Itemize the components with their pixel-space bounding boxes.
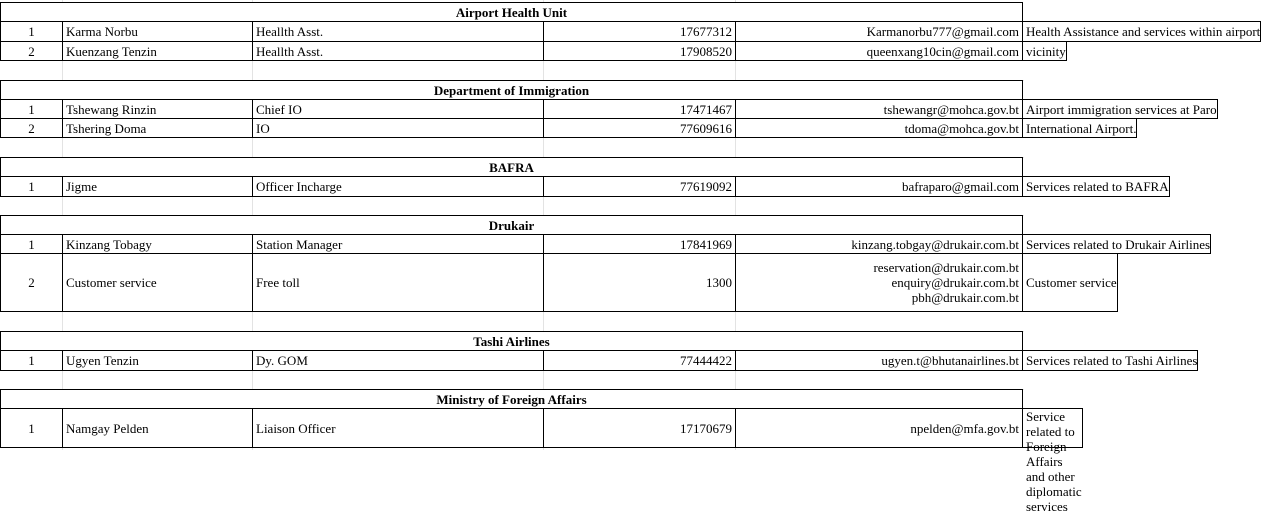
service-cell[interactable]: International Airport. xyxy=(1022,118,1137,138)
designation-cell[interactable]: Officer Incharge xyxy=(252,176,544,197)
email-list-cell[interactable] xyxy=(735,253,1023,312)
section-title[interactable]: BAFRA xyxy=(0,157,1023,177)
email-line: reservation@drukair.com.bt xyxy=(873,260,1019,275)
email-cell[interactable]: bafraparo@gmail.com xyxy=(735,176,1023,197)
name-cell[interactable]: Customer service xyxy=(62,253,253,312)
designation-cell[interactable]: Heallth Asst. xyxy=(252,21,544,42)
section-title[interactable]: Airport Health Unit xyxy=(0,2,1023,22)
name-cell[interactable]: Kinzang Tobagy xyxy=(62,234,253,254)
phone-cell[interactable]: 17841969 xyxy=(543,234,736,254)
service-cell[interactable]: Health Assistance and services within airport xyxy=(1022,21,1261,42)
email-cell[interactable]: queenxang10cin@gmail.com xyxy=(735,41,1023,61)
section-title[interactable]: Tashi Airlines xyxy=(0,331,1023,351)
email-cell[interactable]: Karmanorbu777@gmail.com xyxy=(735,21,1023,42)
phone-cell[interactable]: 17170679 xyxy=(543,408,736,448)
email-cell[interactable]: tdoma@mohca.gov.bt xyxy=(735,118,1023,138)
designation-cell[interactable]: Chief IO xyxy=(252,99,544,119)
row-number-cell[interactable]: 2 xyxy=(0,41,63,61)
service-cell[interactable]: Services related to Tashi Airlines xyxy=(1022,350,1198,371)
phone-cell[interactable]: 17908520 xyxy=(543,41,736,61)
row-number-cell[interactable]: 1 xyxy=(0,350,63,371)
name-cell[interactable]: Tshering Doma xyxy=(62,118,253,138)
row-number-cell[interactable]: 1 xyxy=(0,21,63,42)
name-cell[interactable]: Ugyen Tenzin xyxy=(62,350,253,371)
service-cell[interactable]: Services related to Drukair Airlines xyxy=(1022,234,1211,254)
phone-cell[interactable]: 77444422 xyxy=(543,350,736,371)
designation-cell[interactable]: Dy. GOM xyxy=(252,350,544,371)
section-title[interactable]: Department of Immigration xyxy=(0,80,1023,100)
service-cell[interactable]: Customer service xyxy=(1022,253,1118,312)
designation-cell[interactable]: IO xyxy=(252,118,544,138)
row-number-cell[interactable]: 1 xyxy=(0,99,63,119)
email-cell[interactable]: kinzang.tobgay@drukair.com.bt xyxy=(735,234,1023,254)
phone-cell[interactable]: 17471467 xyxy=(543,99,736,119)
name-cell[interactable]: Namgay Pelden xyxy=(62,408,253,448)
email-line: enquiry@drukair.com.bt xyxy=(891,275,1019,290)
phone-cell[interactable]: 1300 xyxy=(543,253,736,312)
row-number-cell[interactable]: 2 xyxy=(0,118,63,138)
service-cell[interactable]: Airport immigration services at Paro xyxy=(1022,99,1218,119)
service-cell[interactable]: Services related to BAFRA xyxy=(1022,176,1170,197)
phone-cell[interactable]: 77609616 xyxy=(543,118,736,138)
designation-cell[interactable]: Free toll xyxy=(252,253,544,312)
service-cell[interactable]: vicinity xyxy=(1022,41,1067,61)
email-cell[interactable]: tshewangr@mohca.gov.bt xyxy=(735,99,1023,119)
section-title[interactable]: Ministry of Foreign Affairs xyxy=(0,389,1023,409)
email-cell[interactable]: ugyen.t@bhutanairlines.bt xyxy=(735,350,1023,371)
name-cell[interactable]: Tshewang Rinzin xyxy=(62,99,253,119)
designation-cell[interactable]: Liaison Officer xyxy=(252,408,544,448)
phone-cell[interactable]: 77619092 xyxy=(543,176,736,197)
row-number-cell[interactable]: 2 xyxy=(0,253,63,312)
row-number-cell[interactable]: 1 xyxy=(0,176,63,197)
row-number-cell[interactable]: 1 xyxy=(0,408,63,448)
designation-cell[interactable]: Station Manager xyxy=(252,234,544,254)
designation-cell[interactable]: Heallth Asst. xyxy=(252,41,544,61)
email-line: pbh@drukair.com.bt xyxy=(911,290,1019,305)
section-title[interactable]: Drukair xyxy=(0,215,1023,235)
row-number-cell[interactable]: 1 xyxy=(0,234,63,254)
phone-cell[interactable]: 17677312 xyxy=(543,21,736,42)
email-cell[interactable]: npelden@mfa.gov.bt xyxy=(735,408,1023,448)
service-cell[interactable]: Service related to Foreign Affairs and other diplomatic services xyxy=(1022,408,1083,448)
name-cell[interactable]: Kuenzang Tenzin xyxy=(62,41,253,61)
name-cell[interactable]: Karma Norbu xyxy=(62,21,253,42)
name-cell[interactable]: Jigme xyxy=(62,176,253,197)
